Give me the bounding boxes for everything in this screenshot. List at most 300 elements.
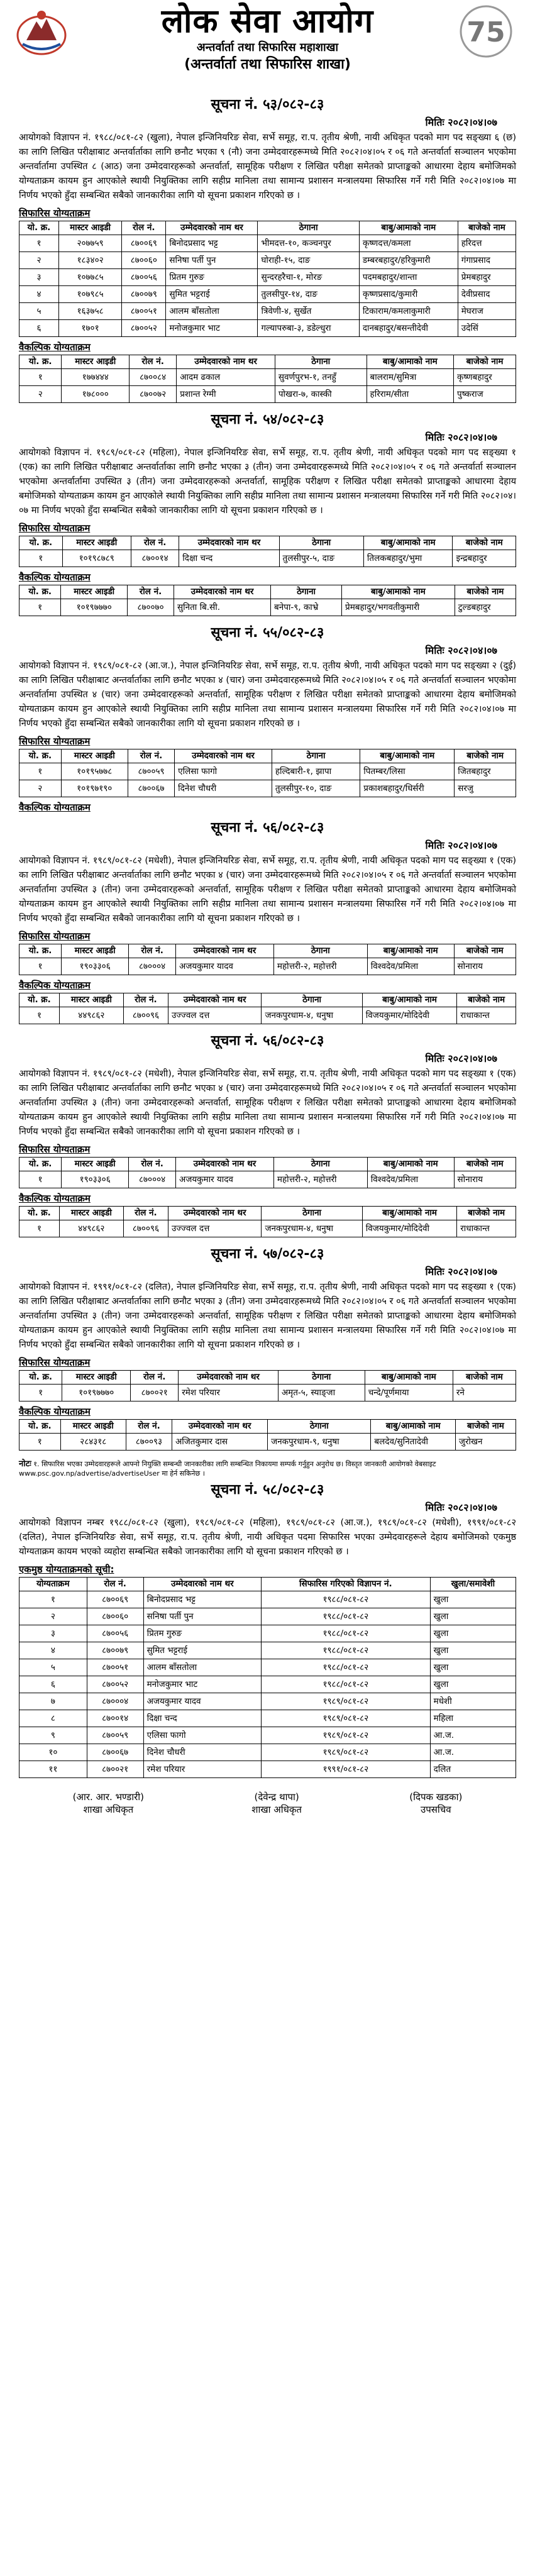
table-cell: त्रिवेणी-४, सुर्खेत — [258, 303, 359, 320]
notice-section — [0, 1032, 535, 1244]
page-header — [0, 0, 535, 94]
table-cell: ४४९८६२ — [59, 1220, 123, 1237]
table-row — [19, 1744, 516, 1761]
table-cell: ८७००६९ — [87, 1591, 143, 1608]
column-header: बाबु/आमाको नाम — [365, 1371, 453, 1385]
table-header-row — [19, 355, 516, 369]
table-cell: आ.ज. — [430, 1727, 516, 1744]
notice-body: आयोगको विज्ञापन नं. १९८९/०८१-८२ (मधेशी), नेपाल इन्जिनियरिङ सेवा, सर्भे समूह, रा.प. तृतीय श्रेणी, नायी अधिकृत पदको माग पद सङ्ख्या १ (एक) का लागि लिखित परीक्षाबाट अन्तर्वार्ताका लागि छनौट भएका ४ (चार) जना उम्मेदवारहरूमध्ये मिति २०८२।०४।०५ र ०६ गते अन्तर्वार्ता सञ्चालन भएकोमा अन्तर्वार्तामा उपस्थित ३ (तीन) जना उम्मेदवारहरूको अन्तर्वार्ता, सामूहिक परीक्षण र लिखित परीक्षा समेतको प्राप्ताङ्कको आधारमा देहाय बमोजिमको योग्यताक्रम कायम हुन आएकोले स्थायी नियुक्तिका लागि सहीप्र मानिला तथा सामान्य प्रशासन मन्त्रालयमा सिफारिस गर्ने गरी मिति २०८२।०४।०७ मा निर्णय भएको हुँदा सम्बन्धित सबैको जानकारीका लागि यो सूचना प्रकाशन गरिएको छ । — [19, 856, 516, 924]
recommended-heading: सिफारिस योग्यताक्रम — [19, 522, 91, 534]
table-row — [19, 599, 516, 616]
spacer — [0, 1241, 535, 1244]
table-row — [19, 1220, 516, 1237]
notice-date: मितिः २०८२।०४।०७ — [425, 839, 497, 851]
column-header: रोल नं. — [130, 355, 177, 369]
column-header: उम्मेदवारको नाम थर — [168, 993, 262, 1007]
table-cell: १९८९/०८१-८२ — [262, 1744, 431, 1761]
table-header-row — [19, 1207, 516, 1220]
column-header: मास्टर आइडी — [59, 1207, 123, 1220]
column-header: यो. क्र. — [19, 536, 63, 550]
table-cell: ८७००६९ — [122, 235, 166, 252]
table-cell: खुला — [430, 1642, 516, 1659]
table-cell: जनकपुरधाम-९, धनुषा — [268, 1434, 371, 1451]
spacer — [0, 407, 535, 409]
table-row — [19, 235, 516, 252]
column-header: उम्मेदवारको नाम थर — [179, 536, 279, 550]
table-cell: सुमित भट्टराई — [166, 286, 258, 303]
table-cell: १ — [19, 1220, 60, 1237]
table-cell: दलित — [430, 1761, 516, 1778]
table-cell: १०१९७७७० — [62, 1385, 131, 1401]
table-cell: १९९१/०८१-८२ — [262, 1761, 431, 1778]
notice-title: सूचना नं. ५७/०८२-८३ — [211, 1246, 324, 1262]
table-cell: १ — [19, 1385, 62, 1401]
table-cell: ८७००९६ — [123, 1220, 168, 1237]
table-cell: टुल्डबहादुर — [455, 599, 516, 616]
column-header: उम्मेदवारको नाम थर — [176, 1158, 274, 1171]
table-cell: ८७००७० — [128, 599, 174, 616]
note-text: १. सिफारिस भएका उम्मेदवारहरूले आफ्नो नियुक्ति सम्बन्धी जानकारीका लागि सम्बन्धित निकायमा सम्पर्क गर्नुहुन अनुरोध छ। विस्तृत जानकारी आयोगको वेबसाइट www.psc.gov.np/advertise/advertiseUser मा हेर्न सकिनेछ । — [19, 1460, 436, 1478]
table-cell: ८७०००४ — [129, 1171, 176, 1188]
notice-title: सूचना नं. ५४/०८२-८३ — [211, 412, 324, 428]
column-header: ठेगाना — [278, 1371, 365, 1385]
notice-body: आयोगको विज्ञापन नं. १९८९/०८१-८२ (महिला), नेपाल इन्जिनियरिङ सेवा, सर्भे समूह, रा.प. तृतीय श्रेणी, नायी अधिकृत पदको माग पद सङ्ख्या १ (एक) का लागि लिखित परीक्षाबाट अन्तर्वार्ताका लागि छनौट भएका ३ (तीन) जना उम्मेदवारहरूमध्ये मिति २०८२।०४।०५ र ०६ गते अन्तर्वार्ता सञ्चालन भएकोमा अन्तर्वार्तामा उपस्थित ३ (तीन) जना उम्मेदवारहरूको अन्तर्वार्ता, सामूहिक परीक्षण र लिखित परीक्षा समेतको प्राप्ताङ्कको आधारमा देहाय बमोजिमको योग्यताक्रम कायम हुन आएकोले स्थायी नियुक्तिका लागि सहीप्र मानिला तथा सामान्य प्रशासन मन्त्रालयमा सिफारिस गर्ने गरी मिति २०८२।०४।०७ मा निर्णय भएको हुँदा सम्बन्धित सबैको जानकारीका लागि यो सूचना प्रकाशन गरिएको छ । — [19, 448, 516, 516]
table-header-row — [19, 1578, 516, 1591]
notice-body: आयोगको विज्ञापन नं. १९९१/०८१-८२ (दलित), नेपाल इन्जिनियरिङ सेवा, सर्भे समूह, रा.प. तृतीय श्रेणी, नायी अधिकृत पदको माग पद सङ्ख्या १ (एक) का लागि लिखित परीक्षाबाट अन्तर्वार्ताका लागि छनौट भएका ३ (तीन) जना उम्मेदवारहरूमध्ये मिति २०८२।०४।०५ र ०६ गते अन्तर्वार्ता सञ्चालन भएकोमा अन्तर्वार्तामा उपस्थित ३ (तीन) जना उम्मेदवारहरूको अन्तर्वार्ता, सामूहिक परीक्षण र लिखित परीक्षा समेतको प्राप्ताङ्कको आधारमा देहाय बमोजिमको योग्यताक्रम कायम हुन आएकोले स्थायी नियुक्तिका लागि सहीप्र मानिला तथा सामान्य प्रशासन मन्त्रालयमा सिफारिस गर्ने गरी मिति २०८२।०४।०७ मा निर्णय भएको हुँदा सम्बन्धित सबैको जानकारीका लागि यो सूचना प्रकाशन गरिएको छ । — [19, 1282, 516, 1350]
table-header-row — [19, 993, 516, 1007]
column-header: यो. क्र. — [19, 1371, 62, 1385]
table-cell: पदमबहादुर/शान्ता — [359, 269, 458, 286]
table-cell: १९८८/०८१-८२ — [262, 1642, 431, 1659]
table-cell: उज्ज्वल दत्त — [168, 1220, 262, 1237]
table-cell: ८७००१४ — [131, 550, 179, 567]
column-header: बाजेको नाम — [455, 749, 516, 763]
table-cell: सुन्दरहरैचा-१, मोरङ — [258, 269, 359, 286]
recommended-table — [19, 944, 516, 975]
table-cell: १ — [19, 550, 63, 567]
table-cell: ८७००५६ — [87, 1625, 143, 1642]
table-cell: हरिराम/सीता — [367, 386, 454, 403]
column-header: मास्टर आइडी — [62, 1371, 131, 1385]
column-header: यो. क्र. — [19, 993, 60, 1007]
table-cell: जनकपुरधाम-४, धनुषा — [262, 1007, 362, 1024]
column-header: ठेगाना — [262, 993, 362, 1007]
table-row — [19, 269, 516, 286]
table-cell: राधाकान्त — [457, 1007, 516, 1024]
alternate-heading: वैकल्पिक योग्यताक्रम — [19, 980, 91, 991]
notice-body: आयोगको विज्ञापन नं. १९८९/०८१-८२ (आ.ज.), नेपाल इन्जिनियरिङ सेवा, सर्भे समूह, रा.प. तृतीय श्रेणी, नायी अधिकृत पदको माग पद सङ्ख्या २ (दुई) का लागि लिखित परीक्षाबाट अन्तर्वार्ताका लागि छनौट भएका ४ (चार) जना उम्मेदवारहरूमध्ये मिति २०८२।०४।०५ र ०६ गते अन्तर्वार्ता सञ्चालन भएकोमा अन्तर्वार्तामा उपस्थित ४ (चार) जना उम्मेदवारहरूको अन्तर्वार्ता, सामूहिक परीक्षण र लिखित परीक्षा समेतको प्राप्ताङ्कको आधारमा देहाय बमोजिमको योग्यताक्रम कायम हुन आएकोले स्थायी नियुक्तिका लागि सहीप्र मानिला तथा सामान्य प्रशासन मन्त्रालयमा सिफारिस गर्ने गरी मिति २०८२।०४।०७ मा निर्णय भएको हुँदा सम्बन्धित सबैको जानकारीका लागि यो सूचना प्रकाशन गरिएको छ । — [19, 661, 516, 729]
table-cell: १ — [19, 1171, 62, 1188]
column-header: सिफारिस गरिएको विज्ञापन नं. — [262, 1578, 431, 1591]
table-cell: आलम बाँसतोला — [143, 1659, 261, 1676]
column-header: बाबु/आमाको नाम — [359, 221, 458, 235]
column-header: उम्मेदवारको नाम थर — [172, 1420, 267, 1434]
table-cell: १ — [19, 369, 62, 386]
notices-container — [0, 96, 535, 1457]
alternate-table — [19, 355, 516, 403]
table-row — [19, 958, 516, 975]
table-cell: चन्दे/पूर्णमाया — [365, 1385, 453, 1401]
combined-list-heading: एकमुष्ठ योग्यताक्रमको सूची: — [19, 1564, 114, 1575]
table-row — [19, 1761, 516, 1778]
notice-date: मितिः २०८२।०४।०७ — [425, 1266, 497, 1278]
table-cell: प्रकाशबहादुर/धिर्सरी — [360, 780, 455, 797]
column-header: बाबु/आमाको नाम — [362, 1207, 457, 1220]
table-cell: ८७००६० — [122, 252, 166, 269]
alternate-table — [19, 993, 516, 1024]
table-header-row — [19, 749, 516, 763]
column-header: ठेगाना — [268, 1420, 371, 1434]
table-cell: प्रितम गुरुङ — [143, 1625, 261, 1642]
notice-date: मितिः २०८२।०४।०७ — [425, 1501, 497, 1513]
notice-body: आयोगको विज्ञापन नं. १९८८/०८१-८२ (खुला), नेपाल इन्जिनियरिङ सेवा, सर्भे समूह, रा.प. तृतीय श्रेणी, नायी अधिकृत पदको माग पद सङ्ख्या ६ (छ) का लागि लिखित परीक्षाबाट अन्तर्वार्ताका लागि छनौट भएका ९ (नौ) जना उम्मेदवारहरूमध्ये मिति २०८२।०४।०५ र ०६ गते अन्तर्वार्ता सञ्चालन भएकोमा अन्तर्वार्तामा उपस्थित ८ (आठ) जना उम्मेदवारहरूको अन्तर्वार्ता, सामूहिक परीक्षण र लिखित परीक्षा समेतको प्राप्ताङ्कको आधारमा देहाय बमोजिमको योग्यताक्रम कायम हुन आएकोले स्थायी नियुक्तिका लागि सहीप्र मानिला तथा सामान्य प्रशासन मन्त्रालयमा सिफारिस गर्ने गरी मिति २०८२।०४।०७ मा निर्णय भएको हुँदा सम्बन्धित सबैको जानकारीका लागि यो सूचना प्रकाशन गरिएको छ । — [19, 133, 516, 201]
table-cell: सनिषा पर्ती पुन — [143, 1608, 261, 1625]
table-cell: ४ — [19, 1642, 87, 1659]
table-cell: ८७००६० — [87, 1608, 143, 1625]
column-header: बाजेको नाम — [453, 1371, 516, 1385]
notice-section — [0, 1245, 535, 1457]
table-cell: ८७००५६ — [122, 269, 166, 286]
table-cell: महोत्तरी-२, महोत्तरी — [273, 1171, 367, 1188]
recommended-heading: सिफारिस योग्यताक्रम — [19, 931, 91, 942]
table-cell: दानबहादुर/बसन्तीदेवी — [359, 320, 458, 337]
column-header: बाजेको नाम — [457, 993, 516, 1007]
notice-title: सूचना नं. ५३/०८२-८३ — [211, 97, 324, 113]
column-header: खुला/समावेशी — [430, 1578, 516, 1591]
table-cell: ८७००५१ — [87, 1659, 143, 1676]
column-header: बाबु/आमाको नाम — [371, 1420, 456, 1434]
table-cell: मेघराज — [458, 303, 516, 320]
table-cell: दिनेश चौधरी — [143, 1744, 261, 1761]
table-row — [19, 1642, 516, 1659]
column-header: मास्टर आइडी — [60, 1420, 126, 1434]
column-header: ठेगाना — [275, 355, 367, 369]
table-cell: गल्यापरुबा-३, डडेल्धुरा — [258, 320, 359, 337]
column-header: मास्टर आइडी — [62, 944, 129, 958]
table-cell: मनोजकुमार भाट — [166, 320, 258, 337]
signatory-role: शाखा अधिकृत — [251, 1804, 302, 1815]
table-cell: १९८९/०८१-८२ — [262, 1727, 431, 1744]
table-cell: ३ — [19, 1625, 87, 1642]
table-cell: एलिसा फागो — [143, 1727, 261, 1744]
column-header: बाजेको नाम — [458, 221, 516, 235]
table-cell: ८७००९३ — [126, 1434, 172, 1451]
recommended-table — [19, 536, 516, 567]
table-row — [19, 1710, 516, 1727]
table-cell: १ — [19, 1434, 61, 1451]
division-title: अन्तर्वार्ता तथा सिफारिस महाशाखा — [196, 41, 339, 54]
table-cell: ३ — [19, 269, 59, 286]
column-header: उम्मेदवारको नाम थर — [179, 1371, 279, 1385]
spacer — [0, 815, 535, 817]
table-cell: १९८८/०८१-८२ — [262, 1659, 431, 1676]
table-cell: १ — [19, 763, 62, 780]
table-cell: ८७००५९ — [87, 1727, 143, 1744]
table-row — [19, 1385, 516, 1401]
table-cell: मधेशी — [430, 1693, 516, 1710]
notice-section — [0, 819, 535, 1031]
table-cell: जितबहादुर — [455, 763, 516, 780]
table-cell: ८७००७९ — [122, 286, 166, 303]
table-cell: टिकाराम/कमलाकुमारी — [359, 303, 458, 320]
table-cell: १९८९/०८१-८२ — [262, 1710, 431, 1727]
table-cell: उदेसिं — [458, 320, 516, 337]
column-header: बाजेको नाम — [455, 1420, 516, 1434]
column-header: रोल नं. — [123, 1207, 168, 1220]
table-cell: घोराही-१५, दाङ — [258, 252, 359, 269]
table-cell: १९८९/०८१-८२ — [262, 1693, 431, 1710]
notice-title: सूचना नं. ५८/०८२-८३ — [211, 1482, 324, 1498]
table-row — [19, 1608, 516, 1625]
column-header: उम्मेदवारको नाम थर — [143, 1578, 261, 1591]
table-row — [19, 286, 516, 303]
table-cell: २ — [19, 1608, 87, 1625]
column-header: ठेगाना — [272, 749, 360, 763]
alternate-heading: वैकल्पिक योग्यताक्रम — [19, 1193, 91, 1204]
signatory-role: उपसचिव — [420, 1804, 451, 1815]
table-cell: १९८८/०८१-८२ — [262, 1676, 431, 1693]
table-cell: देवीप्रसाद — [458, 286, 516, 303]
table-cell: तुलसीपुर-५, दाङ — [279, 550, 363, 567]
column-header: बाबु/आमाको नाम — [367, 944, 454, 958]
column-header: यो. क्र. — [19, 355, 62, 369]
column-header: मास्टर आइडी — [62, 1158, 129, 1171]
column-header: रोल नं. — [129, 1158, 176, 1171]
table-row — [19, 1693, 516, 1710]
table-cell: सरजु — [455, 780, 516, 797]
table-cell: उज्ज्वल दत्त — [168, 1007, 262, 1024]
column-header: बाजेको नाम — [455, 585, 516, 599]
table-cell: सोनाराय — [454, 958, 516, 975]
column-header: बाबु/आमाको नाम — [360, 749, 455, 763]
table-cell: ८७००९६ — [123, 1007, 168, 1024]
table-cell: तुलसीपुर-१४, दाङ — [258, 286, 359, 303]
table-header-row — [19, 1420, 516, 1434]
75-anniversary-logo-icon — [455, 3, 517, 60]
column-header: बाजेको नाम — [454, 944, 516, 958]
recommended-table — [19, 221, 516, 337]
table-cell: रमेश परियार — [143, 1761, 261, 1778]
table-cell: रने — [453, 1385, 516, 1401]
table-cell: ८७००६७ — [87, 1744, 143, 1761]
spacer — [0, 1454, 535, 1457]
table-cell: खुला — [430, 1591, 516, 1608]
table-cell: सुवर्णपुरभ-१, तनहुँ — [275, 369, 367, 386]
table-cell: १०१९५७७८ — [61, 763, 128, 780]
table-cell: ८७००२१ — [87, 1761, 143, 1778]
alternate-table — [19, 1419, 516, 1451]
table-cell: पितम्बर/लिसा — [360, 763, 455, 780]
column-header: रोल नं. — [131, 1371, 179, 1385]
table-row — [19, 1434, 516, 1451]
org-title: लोक सेवा आयोग — [161, 3, 374, 40]
table-cell: ८७००७९ — [87, 1642, 143, 1659]
column-header: मास्टर आइडी — [61, 749, 128, 763]
signature-block — [19, 1791, 516, 1816]
table-cell: कृष्णप्रसाद/कुमारी — [359, 286, 458, 303]
table-cell: आदम ढकाल — [177, 369, 275, 386]
table-cell: जनकपुरधाम-४, धनुषा — [262, 1220, 362, 1237]
alternate-table — [19, 585, 516, 616]
table-cell: २ — [19, 386, 62, 403]
table-row — [19, 1007, 516, 1024]
table-cell: ६ — [19, 320, 59, 337]
table-cell: १ — [19, 599, 61, 616]
table-cell: ५ — [19, 303, 59, 320]
table-cell: २०७७५९ — [58, 235, 121, 252]
table-cell: भीमदत्त-१०, कञ्चनपुर — [258, 235, 359, 252]
notice-title: सूचना नं. ५६/०८२-८३ — [211, 1033, 324, 1049]
table-cell: १०१९८७८९ — [62, 550, 131, 567]
table-cell: प्रेमबहादुर — [458, 269, 516, 286]
note-block — [19, 1459, 516, 1478]
note-label: नोटः — [19, 1459, 31, 1469]
column-header: बाबु/आमाको नाम — [363, 536, 453, 550]
spacer — [0, 1028, 535, 1031]
table-cell: एलिसा फागो — [175, 763, 272, 780]
signatory-name: (दिपक खडका) — [409, 1791, 463, 1803]
table-cell: ८७००५१ — [122, 303, 166, 320]
recommended-heading: सिफारिस योग्यताक्रम — [19, 207, 91, 219]
table-header-row — [19, 1371, 516, 1385]
notice-section — [0, 96, 535, 409]
table-cell: २ — [19, 252, 59, 269]
table-row — [19, 1676, 516, 1693]
table-cell: सुनिता बि.सी. — [174, 599, 271, 616]
notice-date: मितिः २०८२।०४।०७ — [425, 116, 497, 128]
table-cell: १०७७८५ — [58, 269, 121, 286]
table-cell: बलदेव/सुनितादेवी — [371, 1434, 456, 1451]
table-cell: मनोजकुमार भाट — [143, 1676, 261, 1693]
column-header: मास्टर आइडी — [62, 355, 130, 369]
nepal-emblem-icon — [14, 4, 69, 57]
signatory-name: (आर. आर. भण्डारी) — [72, 1791, 144, 1803]
column-header: मास्टर आइडी — [58, 221, 121, 235]
table-cell: १०७९८५ — [58, 286, 121, 303]
table-cell: १० — [19, 1744, 87, 1761]
table-cell: तुलसीपुर-१०, दाङ — [272, 780, 360, 797]
table-cell: १७८००० — [62, 386, 130, 403]
table-cell: इन्द्रबहादुर — [453, 550, 516, 567]
table-cell: बिनोदप्रसाद भट्ट — [166, 235, 258, 252]
table-cell: ७ — [19, 1693, 87, 1710]
table-cell: गंगाप्रसाद — [458, 252, 516, 269]
column-header: बाबु/आमाको नाम — [367, 1158, 454, 1171]
column-header: यो. क्र. — [19, 1158, 62, 1171]
column-header: उम्मेदवारको नाम थर — [166, 221, 258, 235]
column-header: मास्टर आइडी — [61, 585, 128, 599]
table-cell: दिक्षा चन्द — [179, 550, 279, 567]
notice-section — [0, 624, 535, 817]
table-cell: खुला — [430, 1608, 516, 1625]
column-header: ठेगाना — [271, 585, 342, 599]
notice-section — [0, 411, 535, 622]
table-cell: १७७४४४ — [62, 369, 130, 386]
column-header: रोल नं. — [126, 1420, 172, 1434]
column-header: ठेगाना — [279, 536, 363, 550]
column-header: रोल नं. — [128, 749, 174, 763]
table-cell: कृष्णदत्त/कमला — [359, 235, 458, 252]
final-notice — [0, 1481, 535, 1778]
column-header: रोल नं. — [87, 1578, 143, 1591]
table-row — [19, 780, 516, 797]
table-header-row — [19, 221, 516, 235]
table-cell: ८७००७२ — [130, 386, 177, 403]
column-header: उम्मेदवारको नाम थर — [168, 1207, 262, 1220]
table-cell: प्रशान्त रेग्मी — [177, 386, 275, 403]
table-header-row — [19, 585, 516, 599]
table-cell: दिक्षा चन्द — [143, 1710, 261, 1727]
column-header: उम्मेदवारको नाम थर — [176, 944, 274, 958]
table-cell: हल्दिबारी-१, झापा — [272, 763, 360, 780]
table-header-row — [19, 944, 516, 958]
table-cell: ४४९८६२ — [59, 1007, 123, 1024]
signature-2 — [251, 1791, 302, 1816]
table-cell: कृष्णबहादुर — [454, 369, 516, 386]
column-header: उम्मेदवारको नाम थर — [177, 355, 275, 369]
recommended-table — [19, 1370, 516, 1401]
table-cell: बनेपा-९, काभ्रे — [271, 599, 342, 616]
alternate-heading: वैकल्पिक योग्यताक्रम — [19, 572, 91, 583]
notice-date: मितिः २०८२।०४।०७ — [425, 1053, 497, 1064]
table-cell: पुष्कराज — [454, 386, 516, 403]
column-header: रोल नं. — [131, 536, 179, 550]
table-cell: बालराम/सुमित्रा — [367, 369, 454, 386]
table-cell: राधाकान्त — [457, 1220, 516, 1237]
signatory-role: शाखा अधिकृत — [83, 1804, 134, 1815]
table-cell: २८४३१८ — [60, 1434, 126, 1451]
column-header: बाजेको नाम — [454, 1158, 516, 1171]
column-header: बाजेको नाम — [457, 1207, 516, 1220]
signature-1 — [73, 1791, 144, 1816]
table-cell: आलम बाँसतोला — [166, 303, 258, 320]
table-cell: ८७००५२ — [87, 1676, 143, 1693]
table-cell: विश्वदेव/प्रमिला — [367, 958, 454, 975]
recommended-heading: सिफारिस योग्यताक्रम — [19, 1144, 91, 1155]
table-cell: अजयकुमार यादव — [143, 1693, 261, 1710]
table-header-row — [19, 536, 516, 550]
table-cell: प्रेमबहादुर/भगवतीकुमारी — [342, 599, 455, 616]
table-cell: १ — [19, 1007, 60, 1024]
table-cell: ८७०००४ — [87, 1693, 143, 1710]
notice-date: मितिः २०८२।०४।०७ — [425, 431, 497, 443]
recommended-heading: सिफारिस योग्यताक्रम — [19, 736, 91, 747]
column-header: रोल नं. — [122, 221, 166, 235]
column-header: ठेगाना — [262, 1207, 362, 1220]
table-cell: १ — [19, 958, 62, 975]
table-row — [19, 386, 516, 403]
table-cell: विश्वदेव/प्रमिला — [367, 1171, 454, 1188]
section-title: (अन्तर्वार्ता तथा सिफारिस शाखा) — [184, 57, 351, 72]
notice-body: आयोगको विज्ञापन नं. १९८९/०८१-८२ (मधेशी), नेपाल इन्जिनियरिङ सेवा, सर्भे समूह, रा.प. तृतीय श्रेणी, नायी अधिकृत पदको माग पद सङ्ख्या १ (एक) का लागि लिखित परीक्षाबाट अन्तर्वार्ताका लागि छनौट भएका ४ (चार) जना उम्मेदवारहरूमध्ये मिति २०८२।०४।०५ र ०६ गते अन्तर्वार्ता सञ्चालन भएकोमा अन्तर्वार्तामा उपस्थित ३ (तीन) जना उम्मेदवारहरूको अन्तर्वार्ता, सामूहिक परीक्षण र लिखित परीक्षा समेतको प्राप्ताङ्कको आधारमा देहाय बमोजिमको योग्यताक्रम कायम हुन आएकोले स्थायी नियुक्तिका लागि सहीप्र मानिला तथा सामान्य प्रशासन मन्त्रालयमा सिफारिस गर्ने गरी मिति २०८२।०४।०७ मा निर्णय भएको हुँदा सम्बन्धित सबैको जानकारीका लागि यो सूचना प्रकाशन गरिएको छ । — [19, 1069, 516, 1137]
table-row — [19, 320, 516, 337]
table-cell: डम्बरबहादुर/हरिकुमारी — [359, 252, 458, 269]
notice-title: सूचना नं. ५६/०८२-८३ — [211, 820, 324, 836]
table-cell: तिलकबहादुर/भुमा — [363, 550, 453, 567]
table-cell: हरिदत्त — [458, 235, 516, 252]
table-header-row — [19, 1158, 516, 1171]
table-cell: बिनोदप्रसाद भट्ट — [143, 1591, 261, 1608]
column-header: बाजेको नाम — [454, 355, 516, 369]
table-cell: १९०३३०६ — [62, 958, 129, 975]
table-row — [19, 1625, 516, 1642]
table-cell: जुरोखन — [455, 1434, 516, 1451]
table-row — [19, 1171, 516, 1188]
column-header: मास्टर आइडी — [59, 993, 123, 1007]
table-cell: १ — [19, 1591, 87, 1608]
table-row — [19, 252, 516, 269]
alternate-heading: वैकल्पिक योग्यताक्रम — [19, 802, 91, 813]
